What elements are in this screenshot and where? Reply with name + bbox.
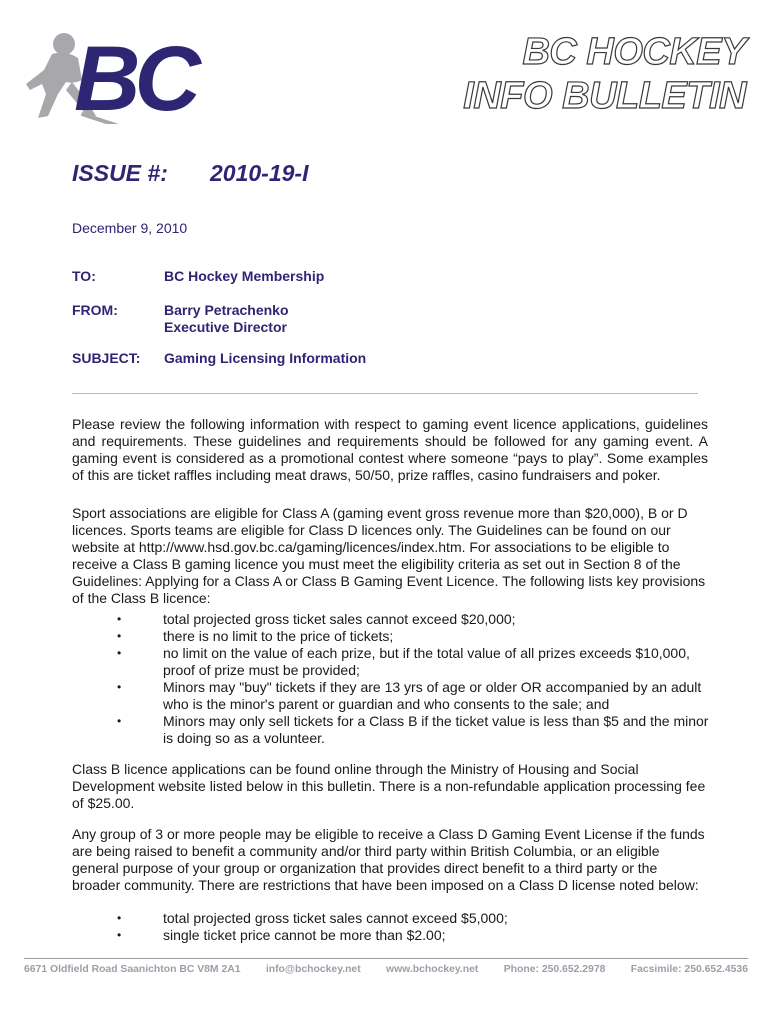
list-item xyxy=(72,628,712,645)
subject-value: Gaming Licensing Information xyxy=(164,350,367,366)
class-d-restrictions-list xyxy=(72,910,712,944)
issue-label: ISSUE #: xyxy=(72,160,168,186)
list-item xyxy=(72,713,712,747)
bulletin-title-line2: INFO BULLETIN xyxy=(463,75,746,117)
list-item xyxy=(72,910,712,927)
list-item xyxy=(72,679,712,713)
to-value: BC Hockey Membership xyxy=(164,268,325,284)
class-b-provisions-list xyxy=(72,611,712,747)
list-item-text: no limit on the value of each prize, but if the total value of all prizes exceeds $10,000, proof of prize must be provided; xyxy=(163,645,690,678)
list-item xyxy=(72,645,712,679)
class-b-application-paragraph xyxy=(72,761,708,812)
from-value xyxy=(164,302,289,336)
list-item-text: Minors may only sell tickets for a Class B if the ticket value is less than $5 and the minor is doing so as a volunteer. xyxy=(163,713,709,746)
from-title: Executive Director xyxy=(164,319,287,335)
issue-heading xyxy=(72,160,309,187)
memo-subject-row xyxy=(72,350,367,367)
list-item-text: total projected gross ticket sales cannot exceed $5,000; xyxy=(163,910,508,926)
bullet-icon: • xyxy=(117,911,122,925)
memo-from-row xyxy=(72,302,289,335)
list-item xyxy=(72,927,712,944)
footer-email: info@bchockey.net xyxy=(265,964,361,975)
eligibility-paragraph xyxy=(72,505,708,607)
eligibility-paragraph-text: Sport associations are eligible for Class A (gaming event gross revenue more than $20,000), B or D licences. Sports teams are eligible for Class D licences only. The Guidelines can be found on our website at http://www.hsd.gov.bc.ca/gaming/licences/index.htm. For associations to be eligible to receive a Class B gaming licence you must meet the eligibility criteria as set out in Section 8 of the Guidelines: Applying for a Class A or Class B Gaming Event Licence. The following lists key provisions of the Class B licence: xyxy=(72,505,706,606)
list-item-text: total projected gross ticket sales cannot exceed $20,000; xyxy=(163,611,516,627)
bc-hockey-logo xyxy=(22,24,252,124)
class-d-paragraph-text: Any group of 3 or more people may be eligible to receive a Class D Gaming Event License if the funds are being raised to benefit a community and/or third party within British Columbia, or an eligible general purpose of your group or organization that provides direct benefit to a third party or the broader community. There are restrictions that have been imposed on a Class D license noted below: xyxy=(72,826,705,893)
bullet-icon: • xyxy=(117,612,122,626)
footer xyxy=(24,964,748,975)
header-divider xyxy=(72,393,698,394)
memo-to-row xyxy=(72,268,325,285)
subject-label: SUBJECT: xyxy=(72,350,141,366)
bulletin-title-line1: BC HOCKEY xyxy=(522,31,746,73)
bullet-icon: • xyxy=(117,714,122,728)
issue-number: 2010-19-I xyxy=(210,160,309,186)
bullet-icon: • xyxy=(117,928,122,942)
intro-paragraph-text: Please review the following information with respect to gaming event licence applications, guidelines and requirements. These guidelines and requirements should be followed for any gaming event. A gaming event is considered as a promotional contest where someone “pays to play”. Some examples of this are ticket raffles including meat draws, 50/50, prize raffles, casino fundraisers and poker. xyxy=(72,416,708,483)
bullet-icon: • xyxy=(117,629,122,643)
class-d-paragraph xyxy=(72,826,708,894)
bulletin-title xyxy=(463,30,746,118)
footer-phone: Phone: 250.652.2978 xyxy=(503,964,606,975)
hockey-player-logo-icon xyxy=(22,24,252,124)
class-b-application-text: Class B licence applications can be found online through the Ministry of Housing and Social Development website listed below in this bulletin. There is a non-refundable application processing fee of $25.00. xyxy=(72,761,706,811)
from-label: FROM: xyxy=(72,302,118,318)
list-item xyxy=(72,611,712,628)
footer-fax: Facsimile: 250.652.4536 xyxy=(630,964,748,975)
list-item-text: single ticket price cannot be more than $2.00; xyxy=(163,927,446,943)
bullet-icon: • xyxy=(117,680,122,694)
list-item-text: there is no limit to the price of tickets; xyxy=(163,628,394,644)
list-item-text: Minors may "buy" tickets if they are 13 yrs of age or older OR accompanied by an adult who is the minor's parent or guardian and who consents to the sale; and xyxy=(163,679,702,712)
bulletin-date: December 9, 2010 xyxy=(72,220,188,236)
to-label: TO: xyxy=(72,268,96,284)
bullet-icon: • xyxy=(117,646,122,660)
logo-letters: BC xyxy=(74,28,195,124)
footer-address: 6671 Oldfield Road Saanichton BC V8M 2A1 xyxy=(24,964,241,975)
intro-paragraph xyxy=(72,416,708,484)
from-name: Barry Petrachenko xyxy=(164,302,289,318)
footer-website: www.bchockey.net xyxy=(386,964,479,975)
footer-divider xyxy=(24,958,748,959)
